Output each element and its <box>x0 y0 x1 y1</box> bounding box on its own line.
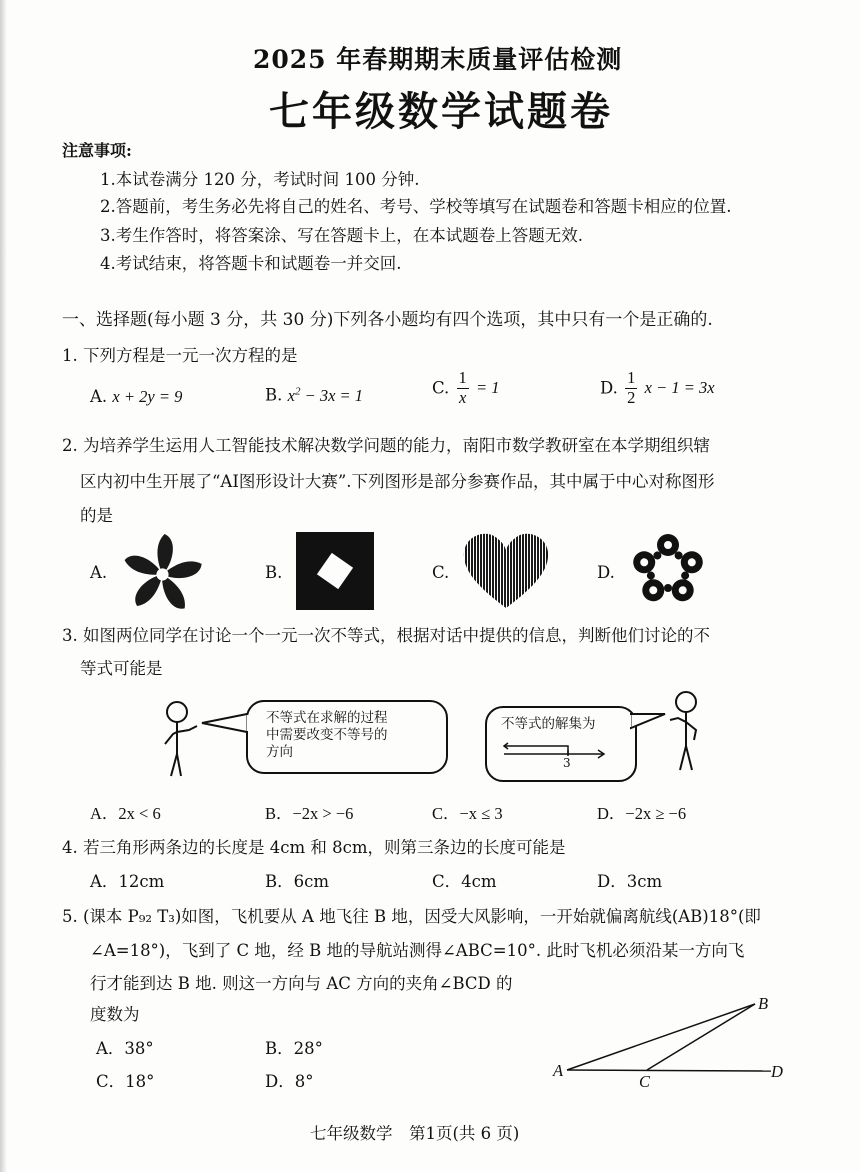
q5-option-d: D．8° <box>265 1072 314 1091</box>
q4-option-c: C．4cm <box>432 872 497 891</box>
notice-item-3: 3.考生作答时，将答案涂、写在答题卡上，在本试题卷上答题无效. <box>100 226 583 245</box>
q2-option-c-label: C. <box>432 563 450 582</box>
question-5-line-4: 度数为 <box>90 1005 140 1024</box>
question-5-line-3: 行才能到达 B 地. 则这一方向与 AC 方向的夹角∠BCD 的 <box>90 974 513 993</box>
q1-option-d: D. $\frac{1}{2}$ x − 1 = 3x <box>600 368 715 407</box>
page-footer: 七年级数学 第1页(共 6 页) <box>310 1124 520 1143</box>
q1-option-b: B. $x^2 - 3x = 1$ <box>265 385 364 405</box>
exam-subtitle: 2025 年春期期末质量评估检测 <box>253 45 623 74</box>
question-2-line-3: 的是 <box>80 506 113 525</box>
q3-option-b: B．−2x > −6 <box>265 804 354 823</box>
point-b-label: B <box>758 994 769 1013</box>
q1-option-c: C. $\frac{1}{x}$ = 1 <box>432 368 500 407</box>
section-1-title: 一、选择题(每小题 3 分，共 30 分)下列各小题均有四个选项，其中只有一个是正确的. <box>62 310 713 330</box>
q5-option-b: B．28° <box>265 1039 323 1058</box>
notice-item-4: 4.考试结束，将答题卡和试题卷一并交回. <box>100 254 402 273</box>
fraction-1-over-2: $\frac{1}{2}$ <box>627 368 636 407</box>
page-edge-shadow <box>0 0 7 1172</box>
bubble-right-tail <box>628 710 668 732</box>
bubble-left-line-2: 中需要改变不等号的 <box>266 727 388 743</box>
fraction-1-over-x: $\frac{1}{x}$ <box>458 368 467 407</box>
bubble-right-text: 不等式的解集为 <box>501 716 596 732</box>
question-1-stem: 1. 下列方程是一元一次方程的是 <box>62 346 298 365</box>
question-5-line-1: 5. (课本 P₉₂ T₃)如图，飞机要从 A 地飞往 B 地，因受大风影响，一开始就偏离航线(AB)18°(即 <box>62 907 761 926</box>
point-a-label: A <box>553 1061 564 1080</box>
q4-option-d: D．3cm <box>597 872 663 891</box>
q3-option-a: A．2x < 6 <box>90 804 161 823</box>
q2-option-b-label: B. <box>265 563 283 582</box>
square-with-diamond-figure <box>296 532 374 610</box>
flower-ring-figure <box>628 530 708 610</box>
exam-title: 七年级数学试题卷 <box>269 88 613 135</box>
stick-figure-left <box>155 700 205 780</box>
q4-option-a: A．12cm <box>90 872 165 891</box>
question-4-stem: 4. 若三角形两条边的长度是 4cm 和 8cm，则第三条边的长度可能是 <box>62 838 566 857</box>
q3-option-d: D．−2x ≥ −6 <box>597 804 687 823</box>
number-line-solution <box>500 740 610 764</box>
point-c-label: C <box>639 1072 651 1091</box>
question-2-line-2: 区内初中生开展了“AI图形设计大赛”.下列图形是部分参赛作品，其中属于中心对称图形 <box>80 472 715 491</box>
question-2-line-1: 2. 为培养学生运用人工智能技术解决数学问题的能力，南阳市数学教研室在本学期组织辖 <box>62 436 710 455</box>
bubble-left-line-1: 不等式在求解的过程 <box>266 710 388 726</box>
heart-figure <box>462 530 550 610</box>
q1-option-a: A. x + 2y = 9 <box>90 387 183 406</box>
q2-option-d-label: D. <box>597 563 615 582</box>
question-3-line-1: 3. 如图两位同学在讨论一个一元一次不等式，根据对话中提供的信息，判断他们讨论的不 <box>62 626 710 645</box>
q3-option-c: C．−x ≤ 3 <box>432 804 503 823</box>
notice-item-1: 1.本试卷满分 120 分，考试时间 100 分钟. <box>100 170 420 189</box>
q2-option-a-label: A. <box>90 563 108 582</box>
notice-item-2: 2.答题前，考生务必先将自己的姓名、考号、学校等填写在试题卷和答题卡相应的位置. <box>100 197 732 216</box>
notice-title: 注意事项: <box>62 141 132 160</box>
question-5-line-2: ∠A=18°)，飞到了 C 地，经 B 地的导航站测得∠ABC=10°. 此时飞机必须沿某一方向飞 <box>90 941 745 960</box>
bubble-left-tail <box>200 712 250 734</box>
q4-option-b: B．6cm <box>265 872 330 891</box>
question-3-line-2: 等式可能是 <box>80 659 163 678</box>
bubble-left-line-3: 方向 <box>266 744 293 760</box>
q5-option-c: C．18° <box>96 1072 155 1091</box>
number-line-label: 3 <box>563 756 571 770</box>
q5-option-a: A．38° <box>96 1039 154 1058</box>
point-d-label: D <box>771 1062 783 1081</box>
stick-figure-right <box>664 690 714 774</box>
pinwheel-figure <box>120 532 205 617</box>
